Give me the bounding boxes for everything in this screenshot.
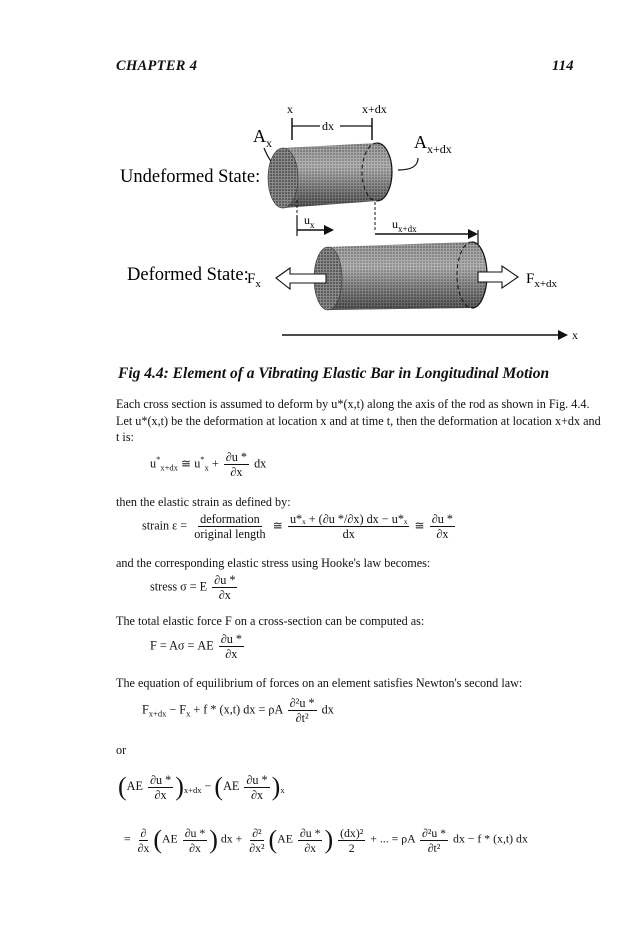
- label-uxdx: $u_{x+dx}$: [392, 217, 417, 234]
- label-dx: dx: [322, 119, 334, 133]
- equation-newton: $F_{x+dx} - F_x + f * (x,t)$ dx = ρA $\frac{\text{∂²u *}}{\text{∂t²}}$ dx: [142, 696, 334, 725]
- undeformed-state-label: Undeformed State:: [120, 167, 261, 187]
- paragraph-2: then the elastic strain as defined by:: [116, 495, 291, 509]
- figure-caption: Fig 4.4: Element of a Vibrating Elastic Bar in Longitudinal Motion: [118, 365, 550, 382]
- undeformed-cylinder: [268, 143, 392, 208]
- equation-strain: strain ε = $\frac{\text{deformation}}{\text{original length}}$ ≅ $\frac{\text{u*ₓ + (∂u */∂x) dx − u*ₓ}}{dx}$ ≅ $\frac{\partial u *}{\partial x}$: [142, 512, 454, 541]
- label-xdx-top: x+dx: [362, 102, 387, 116]
- equation-taylor-expansion: = $\frac{\partial}{\partial x}$ (AE $\frac{\partial u *}{\partial x}$ ) dx + $\frac{\text{∂²}}{\text{∂x²}}$ (AE $\frac{\partial u *}{\partial x}$ ) $\frac{\text{(dx)²}}{2}$ + ... = ρA $\frac{\text{∂²u *}}{\text{∂t²}}$ dx − f * (x,t) dx: [124, 825, 528, 855]
- axdx-pointer: [398, 158, 418, 170]
- page-number: 114: [552, 58, 574, 74]
- x-axis-arrowhead: [558, 330, 568, 340]
- label-fxdx: $F_{x+dx}$: [526, 271, 558, 290]
- x-axis-label: x: [572, 328, 578, 342]
- deformed-cylinder: [314, 242, 487, 310]
- bar-element-figure: [0, 85, 638, 360]
- label-ax: $A_x$: [253, 126, 272, 150]
- equation-stress: stress σ = E $\frac{\partial u *}{\partial x}$: [150, 573, 236, 602]
- label-ux: $u_x$: [304, 213, 315, 230]
- equation-force: F = Aσ = AE $\frac{\partial u *}{\partial x}$: [150, 632, 242, 661]
- chapter-header: CHAPTER 4: [116, 58, 198, 74]
- paragraph-3: and the corresponding elastic stress using Hooke's law becomes:: [116, 556, 431, 570]
- paragraph-5: The equation of equilibrium of forces on an element satisfies Newton's second law:: [116, 676, 523, 690]
- paragraph-or: or: [116, 743, 127, 757]
- equation-deformation: $u^*_{x+dx}$ ≅ $u^*_x$ + $\frac{\partial u *}{\partial x}$ dx: [150, 450, 267, 479]
- label-x-top: x: [287, 102, 293, 116]
- label-fx: $F_x$: [247, 271, 261, 290]
- label-axdx: $A_{x+dx}$: [414, 132, 452, 156]
- paragraph-4: The total elastic force F on a cross-section can be computed as:: [116, 614, 425, 628]
- paragraph-1: Each cross section is assumed to deform by u*(x,t) along the axis of the rod as shown in Fig. 4.4. Let u*(x,t) be the deformation at location x and at time t, then the deformation at location x+dx and t is:: [116, 397, 601, 445]
- equation-force-difference: (AE $\frac{\partial u *}{\partial x}$ )$_{x+dx} - (AE$ $\frac{\partial u *}{\partial x}$ )$_x$: [118, 772, 285, 802]
- deformed-state-label: Deformed State:: [127, 265, 249, 285]
